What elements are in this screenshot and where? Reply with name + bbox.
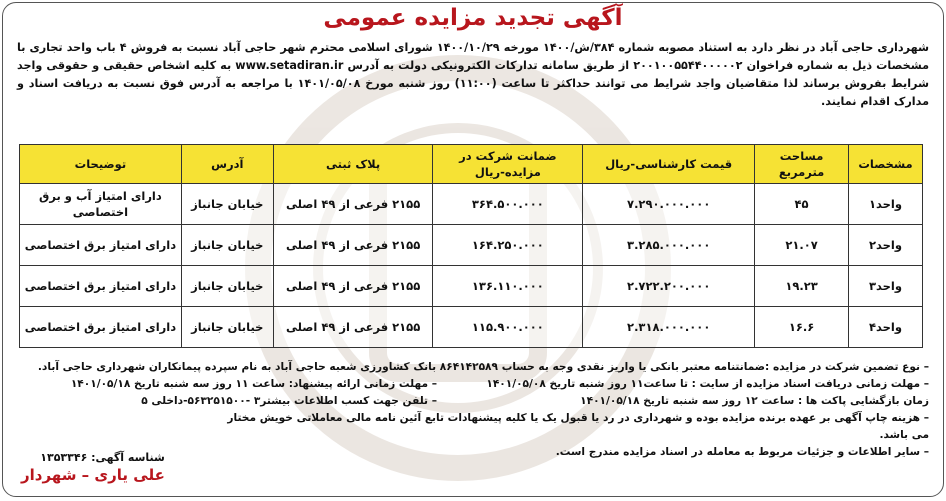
note-other: – سایر اطلاعات و جزئیات مربوط به معامله در اسناد مزایده مندرج است. <box>555 446 929 458</box>
table-row <box>20 307 923 348</box>
note-opening-time: زمان بازگشایی پاکت ها : ساعت ۱۲ روز سه شنبه تاریخ ۱۴۰۱/۰۵/۱۸ <box>580 395 929 407</box>
table-row <box>20 184 923 225</box>
page-title: آگهی تجدید مزایده عمومی <box>323 5 623 31</box>
note-offer-deadline: – مهلت زمانی ارائه پیشنهاد: ساعت ۱۱ روز سه شنبه تاریخ ۱۴۰۱/۰۵/۱۸ <box>70 378 437 390</box>
price-cell: ۳.۲۸۵.۰۰۰.۰۰۰ <box>583 225 755 266</box>
ad-frame <box>2 2 944 497</box>
description-cell: دارای امتیاز آب و برق اختصاصی <box>20 184 182 225</box>
col-header-guarantee: ضمانت شرکت در مزایده-ریال <box>433 145 583 184</box>
guarantee-cell: ۱۱۵.۹۰۰.۰۰۰ <box>433 307 583 348</box>
address-cell: خیابان جانباز <box>181 266 273 307</box>
note-phone: – تلفن جهت کسب اطلاعات بیشتر۳ -۵۶۳۲۵۱۵۰۰-داخلی ۵ <box>141 395 437 407</box>
note-row <box>17 376 929 393</box>
col-header-plaque: پلاک ثبتی <box>273 145 433 184</box>
table-header-row <box>20 145 923 184</box>
table-row <box>20 225 923 266</box>
address-cell: خیابان جانباز <box>181 184 273 225</box>
ad-id: شناسه آگهی: ۱۳۵۳۳۴۶ <box>40 451 165 464</box>
col-header-price: قیمت کارشناسی-ریال <box>583 145 755 184</box>
col-header-address: آدرس <box>181 145 273 184</box>
unit-cell: واحد۱ <box>849 184 923 225</box>
note-guarantee-type: – نوع تضمین شرکت در مزایده :ضمانتنامه معتبر بانکی یا واریز نقدی وجه به حساب ۸۶۴۱۴۲۵۸۹ بانک کشاورزی شعبه حاجی آباد به نام سپرده پیمانکاران شهرداری حاجی آباد. <box>37 361 929 373</box>
note-doc-deadline: – مهلت زمانی دریافت اسناد مزایده از سایت : تا ساعت۱۱ روز شنبه تاریخ ۱۴۰۱/۰۵/۰۸ <box>486 378 929 390</box>
price-cell: ۷.۲۹۰.۰۰۰.۰۰۰ <box>583 184 755 225</box>
description-cell: دارای امتیاز برق اختصاصی <box>20 266 182 307</box>
col-header-area: مساحت مترمربع <box>755 145 849 184</box>
unit-cell: واحد۴ <box>849 307 923 348</box>
address-cell: خیابان جانباز <box>181 307 273 348</box>
area-cell: ۲۱.۰۷ <box>755 225 849 266</box>
description-cell: دارای امتیاز برق اختصاصی <box>20 225 182 266</box>
unit-cell: واحد۲ <box>849 225 923 266</box>
units-table <box>19 144 923 348</box>
area-cell: ۴۵ <box>755 184 849 225</box>
guarantee-cell: ۳۶۴.۵۰۰.۰۰۰ <box>433 184 583 225</box>
intro-paragraph: شهرداری حاجی آباد در نظر دارد به استناد مصوبه شماره ۳۸۴/ش/۱۴۰۰ مورخه ۱۴۰۰/۱۰/۲۹ شورای اسلامی محترم شهر حاجی آباد نسبت به فروش ۴ باب واحد تجاری با مشخصات ذیل به شماره فراخوان ۲۰۰۱۰۰۵۵۴۴۰۰۰۰۰۲ از طریق سامانه تدارکات الکترونیکی دولت به آدرس www.setadiran.ir به کلیه اشخاص حقیقی و حقوقی واجد شرایط بفروش برساند لذا متقاضیان واجد شرایط می توانند حداکثر تا ساعت (۱۱:۰۰) روز شنبه مورخ ۱۴۰۱/۰۵/۰۸ با مراجعه به آدرس فوق نسبت به دریافت اسناد و مدارک اقدام نمایند. <box>17 41 930 108</box>
address-cell: خیابان جانباز <box>181 225 273 266</box>
guarantee-cell: ۱۳۶.۱۱۰.۰۰۰ <box>433 266 583 307</box>
note-row <box>17 393 929 410</box>
area-cell: ۱۹.۲۳ <box>755 266 849 307</box>
col-header-description: توضیحات <box>20 145 182 184</box>
description-cell: دارای امتیاز برق اختصاصی <box>20 307 182 348</box>
plaque-cell: ۲۱۵۵ فرعی از ۴۹ اصلی <box>273 184 433 225</box>
price-cell: ۲.۷۲۲.۲۰۰.۰۰۰ <box>583 266 755 307</box>
area-cell: ۱۶.۶ <box>755 307 849 348</box>
footer-signature <box>21 451 165 484</box>
notes-section <box>17 359 929 461</box>
note-cost: – هزینه چاپ آگهی بر عهده برنده مزایده بوده و شهرداری در رد یا قبول یک یا کلیه پیشنهادات تابع آئین نامه مالی معاملاتی خویش مختار می باشد. <box>227 412 929 441</box>
signer-name: علی یاری – شهردار <box>21 466 165 484</box>
table-row <box>20 266 923 307</box>
guarantee-cell: ۱۶۴.۲۵۰.۰۰۰ <box>433 225 583 266</box>
plaque-cell: ۲۱۵۵ فرعی از ۴۹ اصلی <box>273 307 433 348</box>
unit-cell: واحد۳ <box>849 266 923 307</box>
price-cell: ۲.۳۱۸.۰۰۰.۰۰۰ <box>583 307 755 348</box>
plaque-cell: ۲۱۵۵ فرعی از ۴۹ اصلی <box>273 225 433 266</box>
plaque-cell: ۲۱۵۵ فرعی از ۴۹ اصلی <box>273 266 433 307</box>
col-header-specs: مشخصات <box>849 145 923 184</box>
